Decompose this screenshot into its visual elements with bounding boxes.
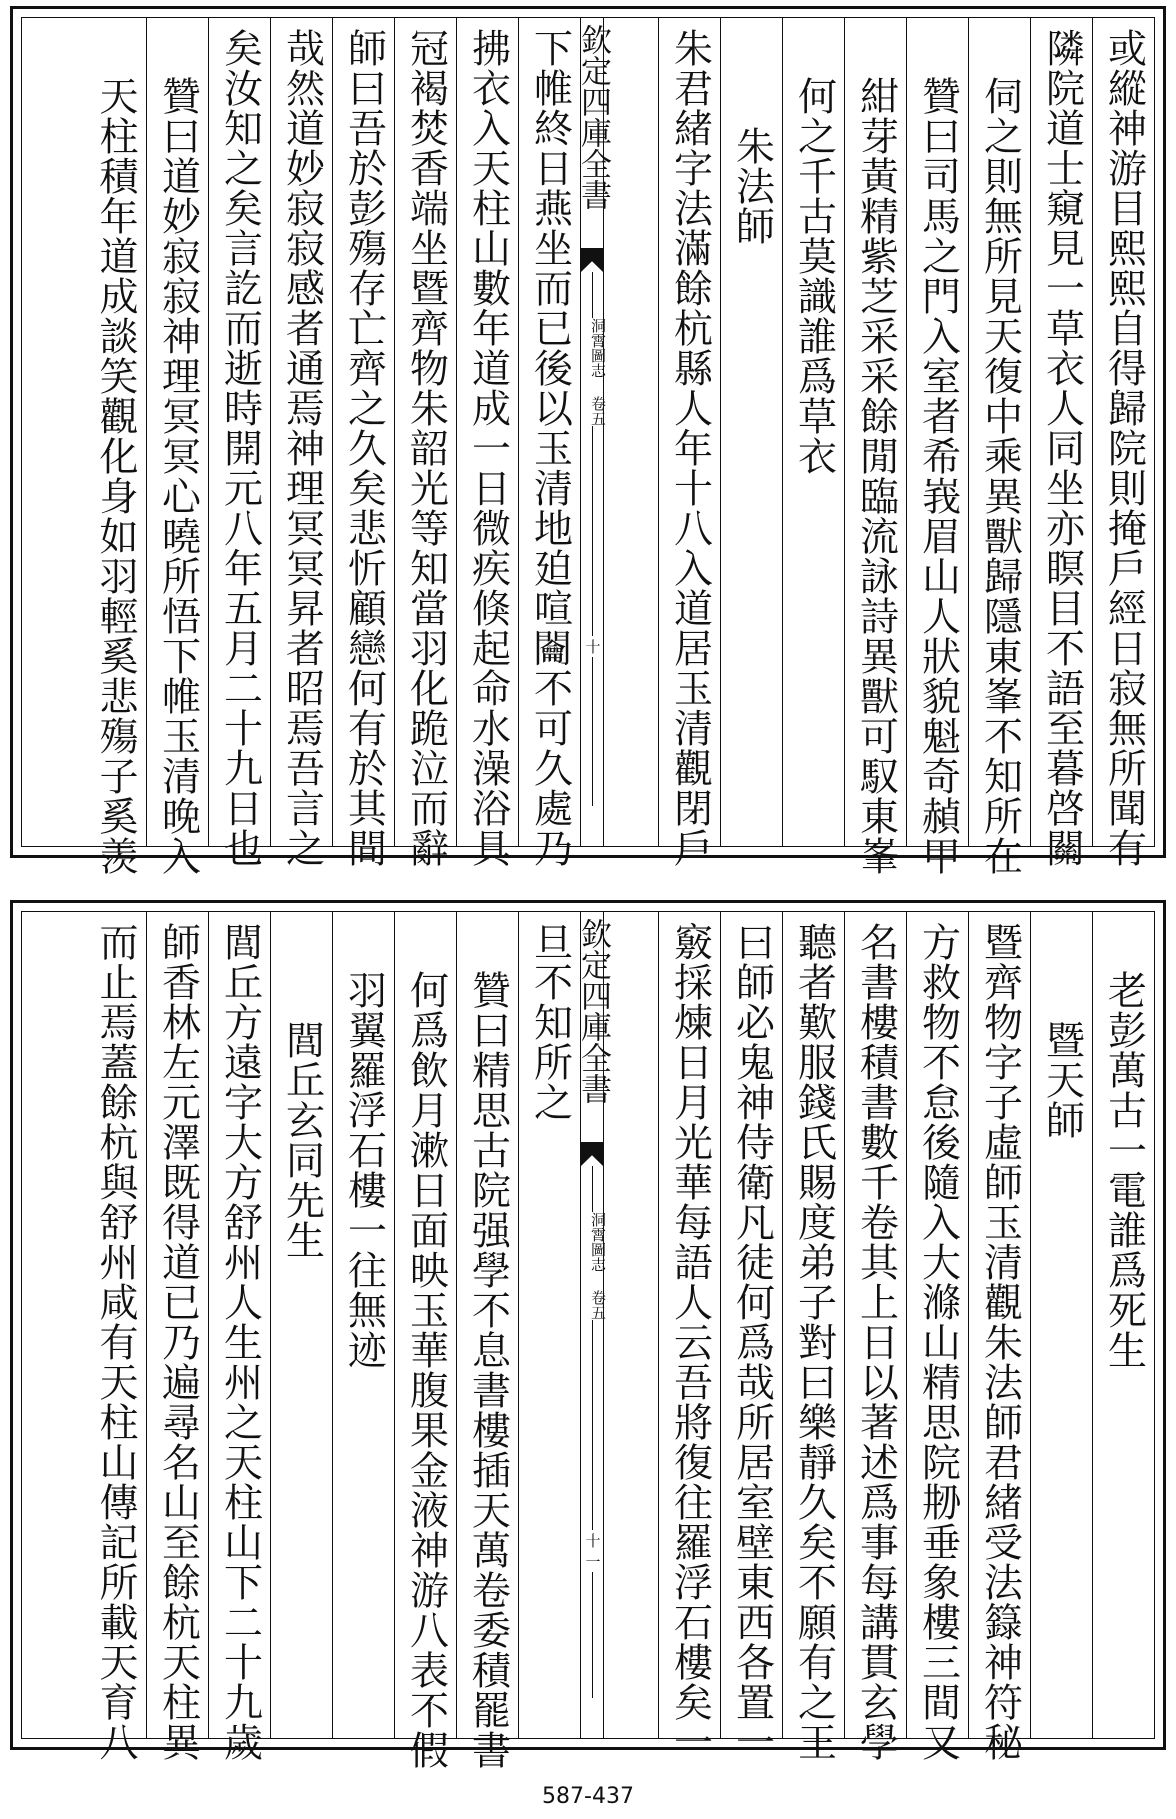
text-column: 聽者歎服錢氏賜度弟子對曰樂靜久矣不願有之王: [782, 912, 844, 1738]
text-column: 老彭萬古一電誰爲死生: [1092, 912, 1154, 1738]
volume-label: 洞霄圖志 卷五: [583, 1212, 603, 1320]
center-gutter: [575, 18, 611, 846]
section-heading: 朱法師: [720, 18, 782, 846]
text-column: 或縱神游目熙熙自得歸院則掩戶經日寂無所聞有: [1092, 18, 1154, 846]
page-top: [10, 6, 1166, 876]
text-column: 贊曰道妙寂寂神理冥冥心曉所悟下帷玉清晚入: [146, 18, 208, 846]
page-frame: [21, 17, 1155, 876]
text-column: 師香林左元澤既得道已乃遍尋名山至餘杭天柱異: [146, 912, 208, 1738]
text-column: 何之千古莫識誰爲草衣: [782, 18, 844, 846]
text-column: 隣院道士窺見一草衣人同坐亦瞑目不語至暮啓關: [1030, 18, 1092, 846]
text-column: 而止焉蓋餘杭與舒州咸有天柱山傳記所載天育八: [93, 922, 138, 1762]
left-half-columns: [22, 912, 580, 1770]
text-column: 閭丘方遠字大方舒州人生州之天柱山下二十九歲: [208, 912, 270, 1738]
text-column: 哉然道妙寂寂感者通焉神理冥冥昇者昭焉吾言之: [270, 18, 332, 846]
text-column: 旦不知所之: [518, 912, 580, 1738]
section-heading: 閭丘玄同先生: [270, 912, 332, 1738]
text-column: 方救物不怠後隨入大滌山精思院刱垂象樓三間又: [906, 912, 968, 1738]
fishtail-mark-icon: [581, 248, 603, 272]
volume-label: 洞霄圖志 卷五: [583, 318, 603, 426]
left-half-columns: [22, 18, 580, 876]
text-column: 何爲飲月漱日面映玉華腹果金液神游八表不假: [394, 912, 456, 1738]
page-bottom: [10, 900, 1166, 1770]
page-number: 十: [583, 636, 603, 657]
page-number: 十一: [583, 1530, 603, 1572]
catalog-number: 587-437: [542, 1784, 634, 1809]
text-column: 冠褐焚香端坐暨齊物朱韶光等知當羽化跪泣而辭: [394, 18, 456, 846]
right-half-columns: [596, 18, 1154, 876]
page-frame: [21, 911, 1155, 1770]
section-heading: 暨天師: [1030, 912, 1092, 1738]
fishtail-mark-icon: [581, 1142, 603, 1166]
text-column: 贊曰司馬之門入室者希峩眉山人狀貌魁奇赬甲: [906, 18, 968, 846]
text-column: 伺之則無所見天復中乘異獸歸隱東峯不知所在: [968, 18, 1030, 846]
book-title: 欽定四庫全書: [575, 918, 611, 1104]
text-column: 矣汝知之矣言訖而逝時開元八年五月二十九日也: [208, 18, 270, 846]
text-column: 暨齊物字子虛師玉清觀朱法師君緒受法籙神符秘: [968, 912, 1030, 1738]
text-column: 師曰吾於彭殤存亡齊之久矣悲忻顧戀何有於其間: [332, 18, 394, 846]
text-column: 紺芽黃精紫芝采采餘閒臨流詠詩異獸可馭東峯: [844, 18, 906, 846]
book-title: 欽定四庫全書: [575, 24, 611, 210]
text-column: 拂衣入天柱山數年道成一日微疾倏起命水澡浴具: [456, 18, 518, 846]
text-column: 贊曰精思古院强學不息書樓插天萬卷委積罷書: [456, 912, 518, 1738]
right-half-columns: [596, 912, 1154, 1762]
text-column: 羽翼羅浮石樓一往無迹: [332, 912, 394, 1738]
center-gutter: [575, 912, 611, 1738]
text-column: 竅採煉日月光華每語人云吾將復往羅浮石樓矣一: [658, 912, 720, 1738]
text-column: 名書樓積書數千卷其上日以著述爲事每講貫玄學: [844, 912, 906, 1738]
text-column: 下帷終日燕坐而已後以玉清地廹喧𨷲不可久處乃: [518, 18, 580, 846]
text-column: 曰師必鬼神侍衛凡徒何爲哉所居室壁東西各置一: [720, 912, 782, 1738]
text-column: 天柱積年道成談笑觀化身如羽輕奚悲殤子奚羡: [93, 76, 138, 876]
text-column: 朱君緒字法滿餘杭縣人年十八入道居玉清觀閉戶: [658, 18, 720, 846]
